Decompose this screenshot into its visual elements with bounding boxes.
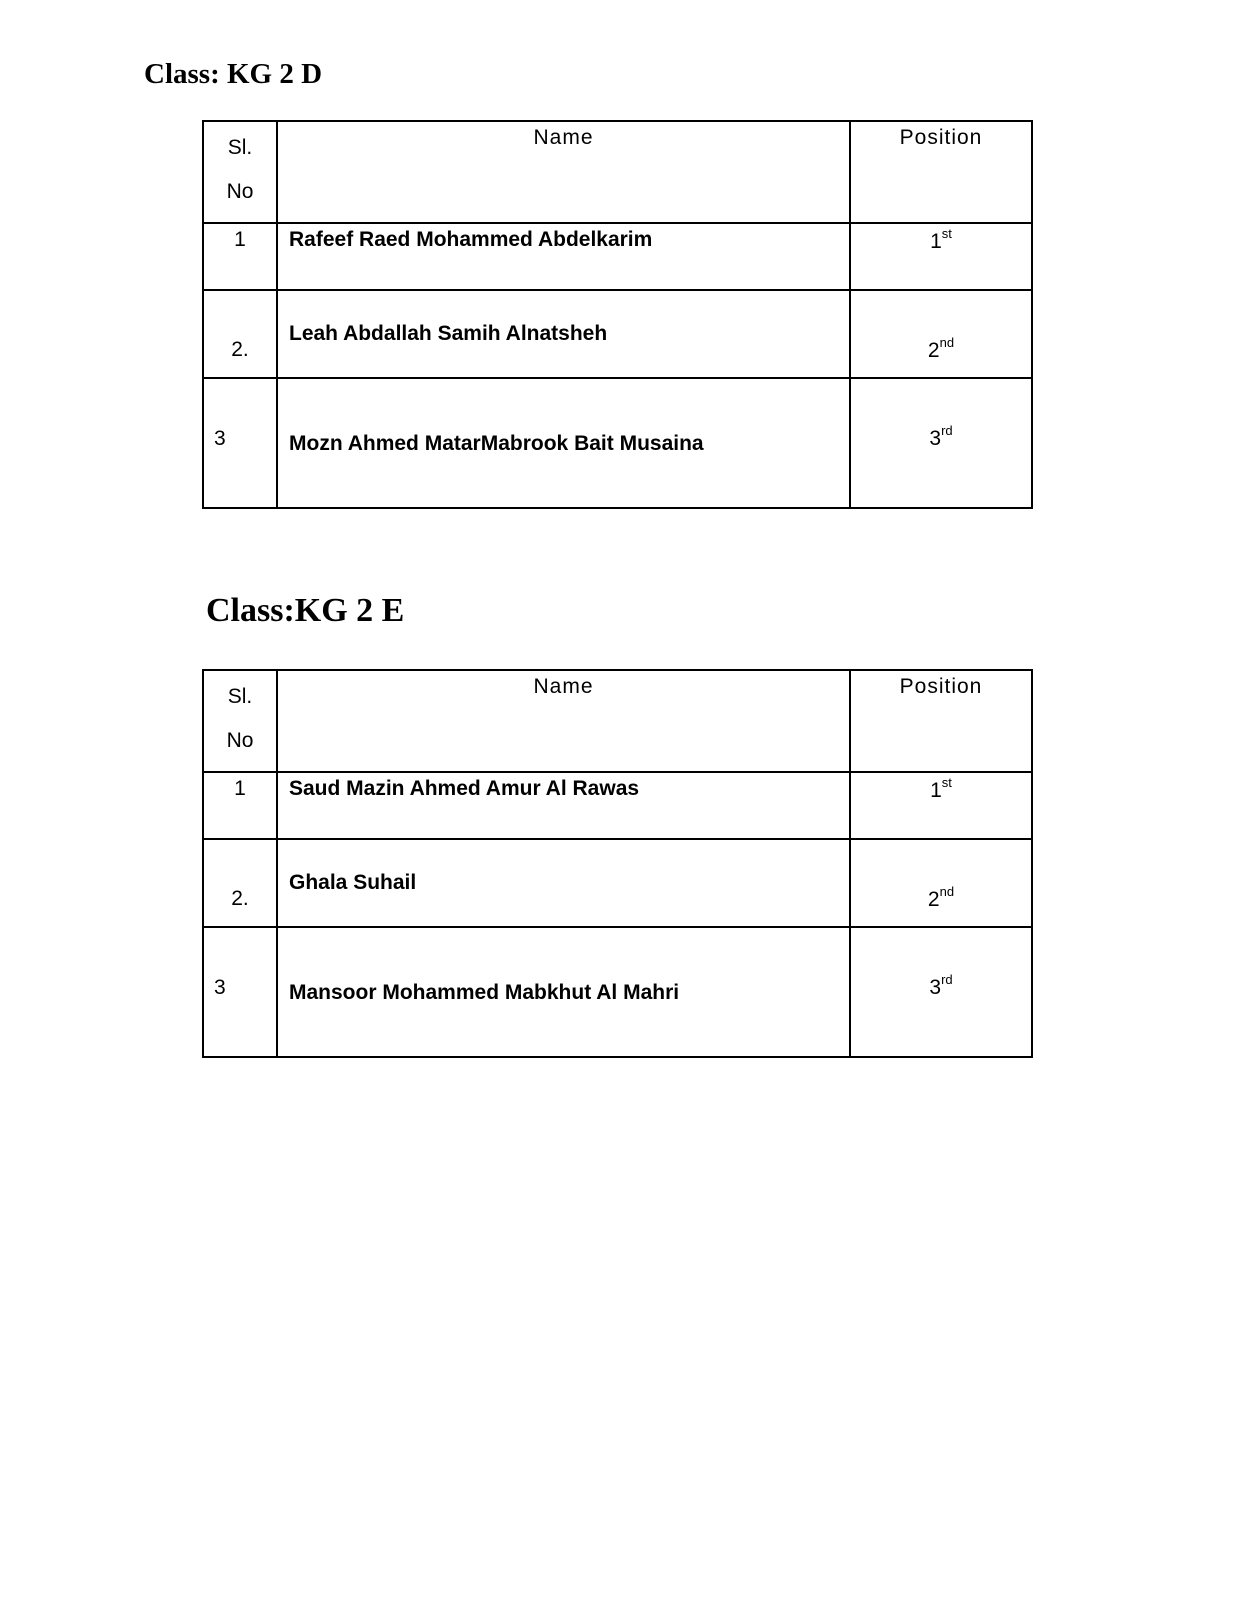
- position-number: 1: [930, 779, 942, 802]
- position-suffix: st: [941, 775, 952, 790]
- position-number: 3: [929, 976, 942, 999]
- student-name: Mozn Ahmed MatarMabrook Bait Musaina: [277, 378, 850, 508]
- position-number: 2: [927, 339, 940, 362]
- student-name: Saud Mazin Ahmed Amur Al Rawas: [277, 772, 850, 839]
- sl-cell: 1: [203, 772, 277, 839]
- sl-no-header: [203, 121, 277, 223]
- position-cell: [850, 927, 1032, 1057]
- position-suffix: st: [941, 226, 952, 241]
- student-name: Mansoor Mohammed Mabkhut Al Mahri: [277, 927, 850, 1057]
- table-row: [203, 223, 1032, 290]
- sl-header-line1: Sl.: [227, 136, 253, 159]
- student-name: Leah Abdallah Samih Alnatsheh: [277, 290, 850, 378]
- sl-header-line1: Sl.: [227, 685, 253, 708]
- sl-cell: 1: [203, 223, 277, 290]
- sl-cell: 2.: [203, 290, 277, 378]
- class-title-kg2d: Class: KG 2 D: [144, 58, 323, 90]
- student-name: Rafeef Raed Mohammed Abdelkarim: [277, 223, 850, 290]
- table-header-row: [203, 670, 1032, 772]
- sl-cell: 2.: [203, 839, 277, 927]
- position-header: Position: [850, 121, 1032, 223]
- position-cell: [850, 772, 1032, 839]
- position-cell: [850, 378, 1032, 508]
- sl-header-line2: No: [226, 180, 254, 203]
- results-table-kg2e: [202, 669, 1033, 1058]
- position-cell: [850, 290, 1032, 378]
- position-suffix: nd: [939, 335, 955, 350]
- name-header: Name: [277, 670, 850, 772]
- sl-cell: 3: [203, 927, 277, 1057]
- sl-cell: 3: [203, 378, 277, 508]
- position-number: 3: [929, 427, 942, 450]
- sl-header-line2: No: [226, 729, 254, 752]
- results-table-kg2d: [202, 120, 1033, 509]
- position-number: 1: [930, 230, 942, 253]
- table-header-row: [203, 121, 1032, 223]
- table-row: [203, 839, 1032, 927]
- position-cell: [850, 223, 1032, 290]
- student-name: Ghala Suhail: [277, 839, 850, 927]
- position-number: 2: [927, 888, 940, 911]
- table-row: [203, 378, 1032, 508]
- position-suffix: rd: [941, 972, 953, 987]
- table-row: [203, 772, 1032, 839]
- table-row: [203, 290, 1032, 378]
- position-cell: [850, 839, 1032, 927]
- position-header: Position: [850, 670, 1032, 772]
- position-suffix: nd: [939, 884, 955, 899]
- class-title-kg2e: Class:KG 2 E: [206, 592, 405, 629]
- name-header: Name: [277, 121, 850, 223]
- position-suffix: rd: [941, 423, 953, 438]
- sl-no-header: [203, 670, 277, 772]
- table-row: [203, 927, 1032, 1057]
